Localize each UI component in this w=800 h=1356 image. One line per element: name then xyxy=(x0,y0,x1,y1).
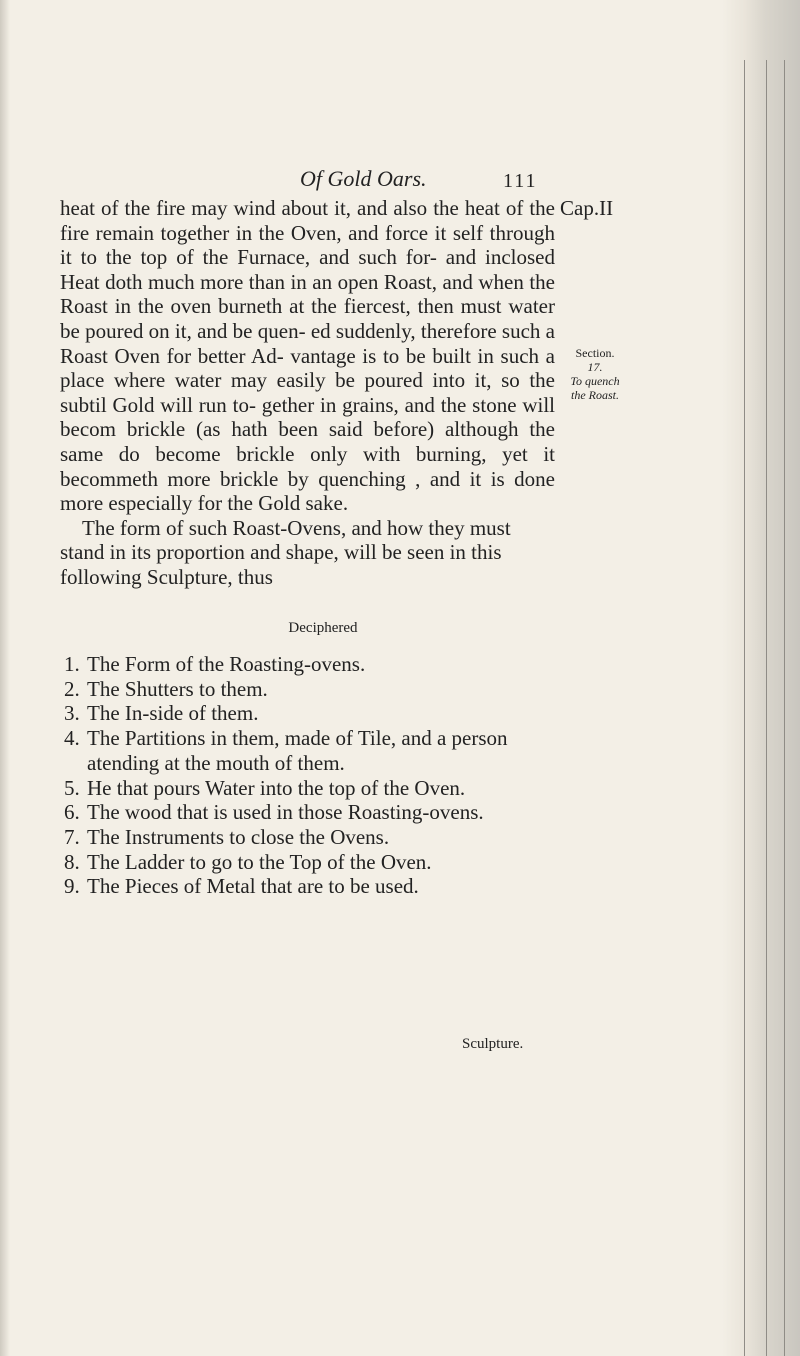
legend-item-number: 5. xyxy=(64,775,80,800)
running-head xyxy=(0,166,800,196)
sidenote-line-1: To quench xyxy=(570,374,620,388)
legend-item-text: He that pours Water into the top of the Oven. xyxy=(87,775,466,800)
legend-item-number: 1. xyxy=(64,652,80,676)
legend-item-text: The Shutters to them. xyxy=(87,676,268,701)
legend-item-text: The wood that is used in those Roasting-ovens. xyxy=(87,800,484,825)
page-number: 111 xyxy=(503,170,538,192)
gutter-line xyxy=(766,60,767,1356)
legend-item xyxy=(60,850,560,875)
legend-item-number: 6. xyxy=(64,800,80,825)
legend-item-text: The Pieces of Metal that are to be used. xyxy=(87,874,419,899)
margin-sidenote xyxy=(560,346,630,402)
legend-item xyxy=(60,776,560,801)
running-head-title: Of Gold Oars. xyxy=(300,166,427,191)
legend-item xyxy=(60,652,560,677)
gutter-line xyxy=(784,60,785,1356)
legend-item xyxy=(60,677,560,702)
legend-item xyxy=(60,800,560,825)
legend-item-text: The Partitions in them, made of Tile, and a person atending at the mouth of them. xyxy=(87,726,508,775)
legend-item-text: The In-side of them. xyxy=(87,701,259,726)
body-text xyxy=(60,196,555,590)
gutter-line xyxy=(744,60,745,1356)
paragraph-1: heat of the fire may wind about it, and also the heat of the fire remain together in the Oven, and force it self through it to the top of the Furnace, and such for- and inclosed Heat doth much more than in an open Roast, and when the Roast in the oven burneth at the fiercest, then must water be poured on it, and be quen- ed suddenly, therefore such a Roast Oven for better Ad- vantage is to be built in such a place where water may easily be poured into it, so the subtil Gold will run to- gether in grains, and the stone will becom brickle (as hath been said before) although the same do become brickle only with burning, yet it becommeth more brickle by quenching , and it is done more especially for the Gold sake. xyxy=(60,196,555,516)
sidenote-section-label: Section. xyxy=(575,346,615,360)
deciphered-heading: Deciphered xyxy=(288,620,358,636)
sidenote-section-number: 17. xyxy=(587,360,603,374)
page-gutter xyxy=(722,0,800,1356)
legend-item-number: 8. xyxy=(64,849,80,874)
paragraph-2: The form of such Roast-Ovens, and how they must stand in its proportion and shape, will be seen in this following Sculpture, thus xyxy=(60,515,511,589)
catchword: Sculpture. xyxy=(462,1036,524,1052)
legend-item-text: The Instruments to close the Ovens. xyxy=(87,824,390,849)
legend-item-number: 2. xyxy=(64,676,80,701)
legend-item xyxy=(60,874,560,899)
page-left-edge xyxy=(0,0,10,1356)
legend-item-text: The Form of the Roasting-ovens. xyxy=(87,652,366,676)
legend-item xyxy=(60,726,560,775)
legend-item xyxy=(60,701,560,726)
sidenote-line-2: the Roast. xyxy=(571,388,619,402)
legend-item-number: 9. xyxy=(64,874,80,899)
chapter-marker: Cap.II xyxy=(560,196,614,220)
legend-item-text: The Ladder to go to the Top of the Oven. xyxy=(87,849,432,874)
legend-item-number: 4. xyxy=(64,726,80,751)
legend-item-number: 7. xyxy=(64,824,80,849)
legend-list xyxy=(60,652,560,899)
legend-item-number: 3. xyxy=(64,701,80,726)
legend-item xyxy=(60,825,560,850)
